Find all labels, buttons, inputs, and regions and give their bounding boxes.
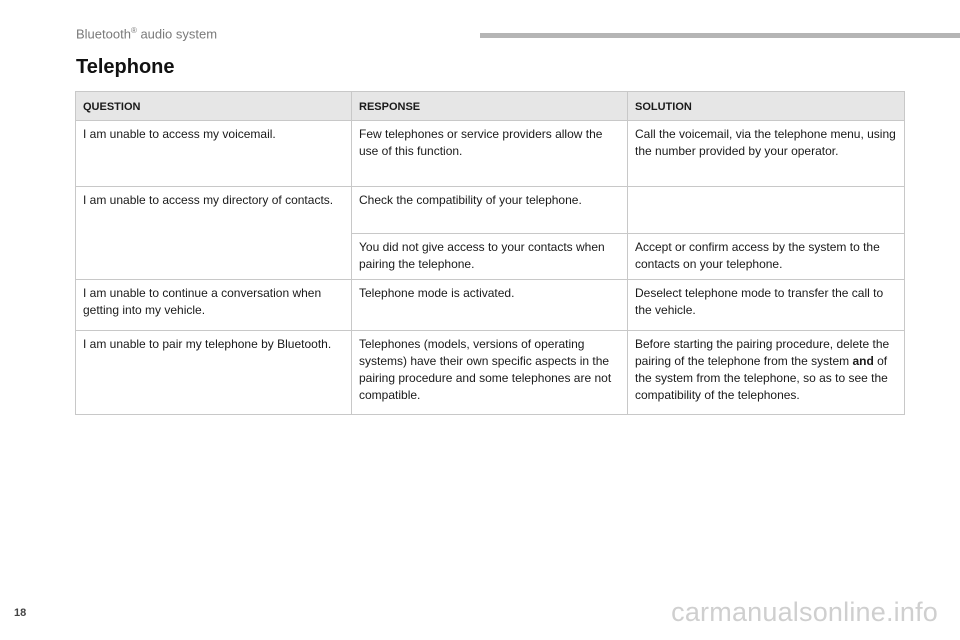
column-header-solution: SOLUTION [628, 92, 905, 121]
table-row [76, 280, 905, 331]
solution-text-pre: Before starting the pairing procedure, delete the pairing of the telephone from the system [635, 337, 890, 368]
running-header-rest: audio system [136, 26, 218, 42]
table-row [76, 121, 905, 187]
response-cell: Telephones (models, versions of operating systems) have their own specific aspects in the pairing procedure and some telephones are not compatible. [352, 331, 628, 415]
header-rule [480, 33, 960, 38]
column-header-response: RESPONSE [352, 92, 628, 121]
response-cell: Check the compatibility of your telephone. [352, 187, 628, 234]
solution-cell [628, 187, 905, 234]
solution-cell: Call the voicemail, via the telephone menu, using the number provided by your operator. [628, 121, 905, 187]
solution-cell [628, 331, 905, 415]
registered-mark: ® [130, 26, 137, 35]
response-cell: Telephone mode is activated. [352, 280, 628, 331]
watermark: carmanualsonline.info [671, 597, 938, 627]
table-header-row [76, 92, 905, 121]
page-title: Telephone [76, 56, 175, 78]
question-cell: I am unable to continue a conversation when getting into my vehicle. [76, 280, 352, 331]
table-row [76, 187, 905, 234]
question-cell: I am unable to access my directory of contacts. [76, 187, 352, 280]
running-header-title: Bluetooth [76, 26, 131, 42]
column-header-question: QUESTION [76, 92, 352, 121]
question-cell: I am unable to access my voicemail. [76, 121, 352, 187]
solution-cell: Accept or confirm access by the system to the contacts on your telephone. [628, 234, 905, 280]
question-cell: I am unable to pair my telephone by Bluetooth. [76, 331, 352, 415]
page-number: 18 [14, 607, 27, 619]
solution-cell: Deselect telephone mode to transfer the call to the vehicle. [628, 280, 905, 331]
running-header [76, 26, 217, 41]
response-cell: You did not give access to your contacts when pairing the telephone. [352, 234, 628, 280]
response-cell: Few telephones or service providers allow the use of this function. [352, 121, 628, 187]
faq-table [75, 91, 905, 415]
solution-text-bold: and [852, 354, 874, 368]
solution-text-post: of the system from the telephone, so as to see the compatibility of the telephones. [635, 354, 888, 402]
table-row [76, 331, 905, 415]
